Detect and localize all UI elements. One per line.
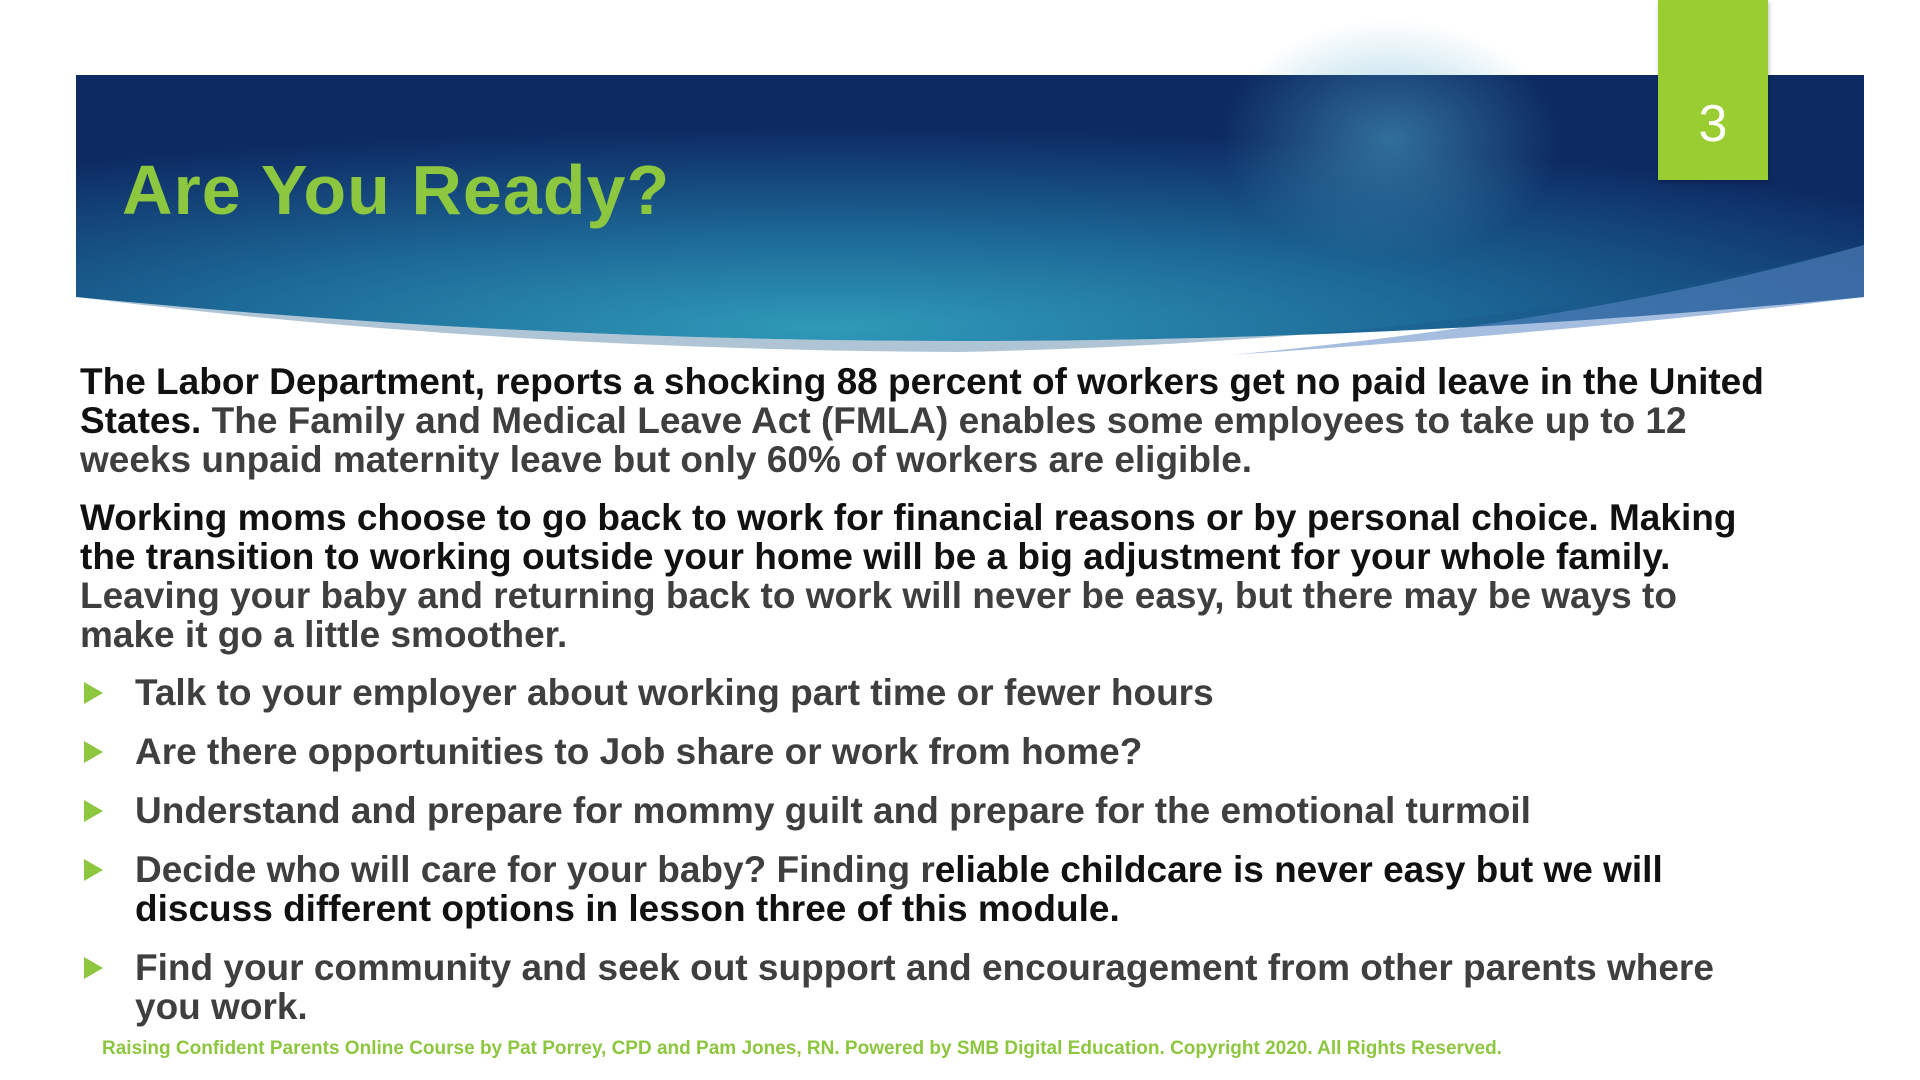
bullet-text: Understand and prepare for mommy guilt and prepare for the emotional turmoil (135, 790, 1531, 831)
paragraph-2-normal: Leaving your baby and returning back to work will never be easy, but there may be ways to make it go a little smoother. (80, 575, 1677, 655)
page-number-tab (1658, 0, 1768, 180)
bullet-item (80, 791, 1780, 830)
paragraph-1-strong: The Labor Department, reports a shocking 88 percent of workers get no paid leave in the United States. (80, 361, 1764, 441)
paragraph-2-strong: Working moms choose to go back to work for financial reasons or by personal choice. Making the transition to working outside your home will be a big adjustment for your whole family. (80, 497, 1737, 577)
bullet-item (80, 850, 1780, 928)
bullet-text: Find your community and seek out support and encouragement from other parents where you work. (135, 947, 1714, 1027)
paragraph-1-normal: The Family and Medical Leave Act (FMLA) enables some employees to take up to 12 weeks unpaid maternity leave but only 60% of workers are eligible. (80, 400, 1687, 480)
triangle-bullet-icon (84, 800, 103, 822)
bullet-text: Decide who will care for your baby? Finding r (135, 849, 935, 890)
triangle-bullet-icon (84, 682, 103, 704)
triangle-bullet-icon (84, 957, 103, 979)
triangle-bullet-icon (84, 859, 103, 881)
bullet-item (80, 732, 1780, 771)
slide-content (80, 362, 1780, 1046)
bullet-text: Talk to your employer about working part time or fewer hours (135, 672, 1214, 713)
bullet-item (80, 948, 1780, 1026)
paragraph-1 (80, 362, 1780, 479)
triangle-bullet-icon (84, 741, 103, 763)
bullet-text-emphasis: eliable childcare is never easy but we will discuss different options in lesson three of this module. (135, 849, 1663, 929)
bullet-item (80, 673, 1780, 712)
bullet-text: Are there opportunities to Job share or work from home? (135, 731, 1143, 772)
slide-title: Are You Ready? (122, 151, 671, 229)
paragraph-2 (80, 498, 1780, 654)
page-number: 3 (1698, 95, 1728, 153)
footer-copyright: Raising Confident Parents Online Course by Pat Porrey, CPD and Pam Jones, RN. Powered by SMB Digital Education. Copyright 2020. All Rights Reserved. (102, 1038, 1502, 1059)
bullet-list (80, 673, 1780, 1026)
